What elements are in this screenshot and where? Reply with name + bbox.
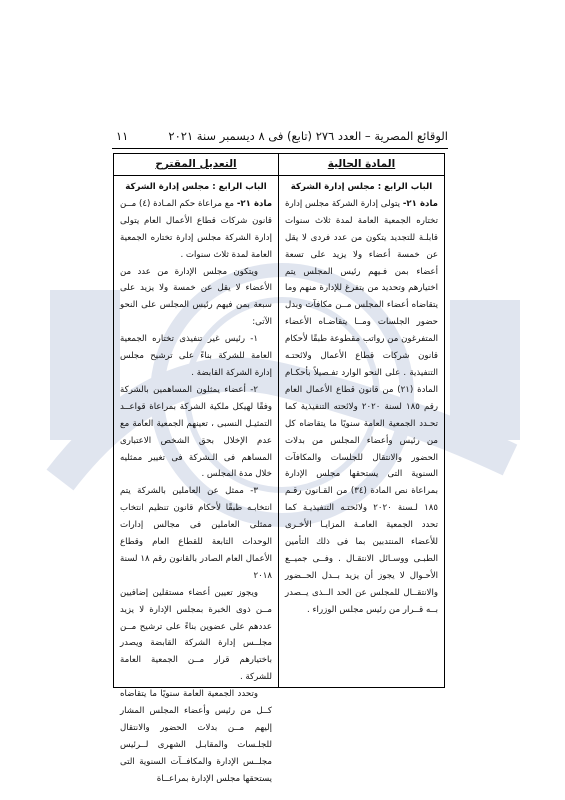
- current-article-column: [279, 154, 444, 687]
- gazette-title: الوقائع المصرية – العدد ٢٧٦ (تابع) فى ٨ ديسمبر سنة ٢٠٢١: [168, 129, 448, 143]
- article-paragraph: يتولى إدارة الشركة مجلس إدارة تختاره الجمعية العامة لمدة ثلاث سنوات قابلـة للتجديد يتكون من عدد فردى لا يقل عن خمسة أعضاء ولا يزيد على تسعة أعضاء بمن فـيهم رئيس المجلس يتم اختيارهم وتحديد من يتفرغ للإدارة منهم وما يتقاضاه أعضاء المجلس مــن مكافآت وبدل حضور الجلسات ومــا يتقاضـاه الأعضاء المتفرغون من رواتب مقطوعة طبقًا لأحكام قانون شركات قطاع الأعمال ولائحتـه التنفيذية . على النحو الوارد تفـصيلاً بأحكـام المادة (٢١) من قانون قطاع الأعمال العام رقم ١٨٥ لسنة ٢٠٢٠ ولائحته التنفيذية كما تحـدد الجمعية العامة سنويًا ما يتقاضاه كل من رئيس وأعضاء المجلس من بدلات الحضور والانتقال للجلسات والمكافآت السنوية التى يستحقها مجلس الإدارة بمراعاة نص المادة (٣٤) من القـانون رقـم ١٨٥ لـسنة ٢٠٢٠ ولائحتـه التنفيذيـة كما تحدد الجمعية العامـة المزايـا الأخـرى للأعضاء المنتدبين بما فى ذلك التأمين الطبـى ووسـائل الانتقـال . وفــى جميــع الأحـوال لا يجوز أن يزيد بــدل الحــضور والانتقــال للمجلس عن الحد الــذى يــصدر بــه قــرار من رئيس مجلس الوزراء .: [285, 198, 438, 615]
- section-heading: الباب الرابع : مجلس إدارة الشركة: [290, 182, 433, 192]
- proposed-amendment-body: [114, 176, 278, 788]
- list-item: ٢- أعضاء يمثلون المساهمين بالشركة وفقًا لهيكل ملكية الشركة بمراعاة قواعــد التمثيـل النسبى ، تعينهم الجمعية العامة مع عدم الإخلال بحق الشخص الاعتبارى المساهم فى الـشركة فى تغيير ممثليه خلال مدة المجلس .: [120, 384, 272, 480]
- article-text: [285, 196, 438, 619]
- article-text: [120, 196, 272, 264]
- current-article-header: المادة الحالية: [279, 154, 444, 176]
- article-label: مادة ٢١-: [236, 198, 273, 209]
- article-paragraph: ويجوز تعيين أعضاء مستقلين إضافيين مــن ذوى الخبرة بمجلس الإدارة لا يزيد عددهم على عضوين بناءً على ترشيح مــن مجلــس إدارة الشركة القابضة ويصدر باختيارهم قرار مــن الجمعية العامة للشركة .: [120, 587, 272, 683]
- section-heading: الباب الرابع : مجلس إدارة الشركة: [125, 182, 267, 192]
- article-label: مادة ٢١-: [402, 198, 438, 209]
- article-paragraph: مع مراعاة حكم المـادة (٤) مــن قانون شركات قطاع الأعمال العام يتولى إدارة الشركة مجلس إدارة تختاره الجمعية العامة لمدة ثلاث سنوات .: [120, 198, 272, 260]
- proposed-amendment-column: [114, 154, 279, 784]
- comparison-table: [113, 153, 445, 784]
- current-article-body: [279, 176, 444, 619]
- header-rule: [112, 148, 448, 149]
- proposed-amendment-header: التعديل المقترح: [114, 154, 278, 176]
- article-paragraph: وتحدد الجمعية العامة سنويًا ما يتقاضاه كــل من رئيس وأعضاء المجلس المشار إليهم مــن بدلات الحضور والانتقال للجلـسات والمقابـل الشهرى لــرئيس مجلــس الإدارة والمكافــآت السنوية التى يستحقها مجلس الإدارة بمراعــاة: [120, 689, 272, 784]
- list-item: ١- رئيس غير تنفيذى تختاره الجمعية العامة للشركة بناءً على ترشيح مجلس إدارة الشركة القابضة .: [120, 334, 272, 378]
- page-header: [112, 127, 448, 145]
- list-item: ٣- ممثل عن العاملين بالشركة يتم انتخابـه طبقًا لأحكام قانون تنظيم انتخاب ممثلى العاملين فى مجالس إدارات الوحدات التابعة للقطاع العام وقطاع الأعمال العام الصادر بالقانون رقم ١٨ لسنة ٢٠١٨: [120, 486, 273, 581]
- article-paragraph: ويتكون مجلس الإدارة من عدد من الأعضاء لا يقل عن خمسة ولا يزيد على سبعة بمن فيهم رئيس المجلس على النحو الآتى:: [120, 266, 272, 328]
- page-number: ١١: [116, 129, 129, 143]
